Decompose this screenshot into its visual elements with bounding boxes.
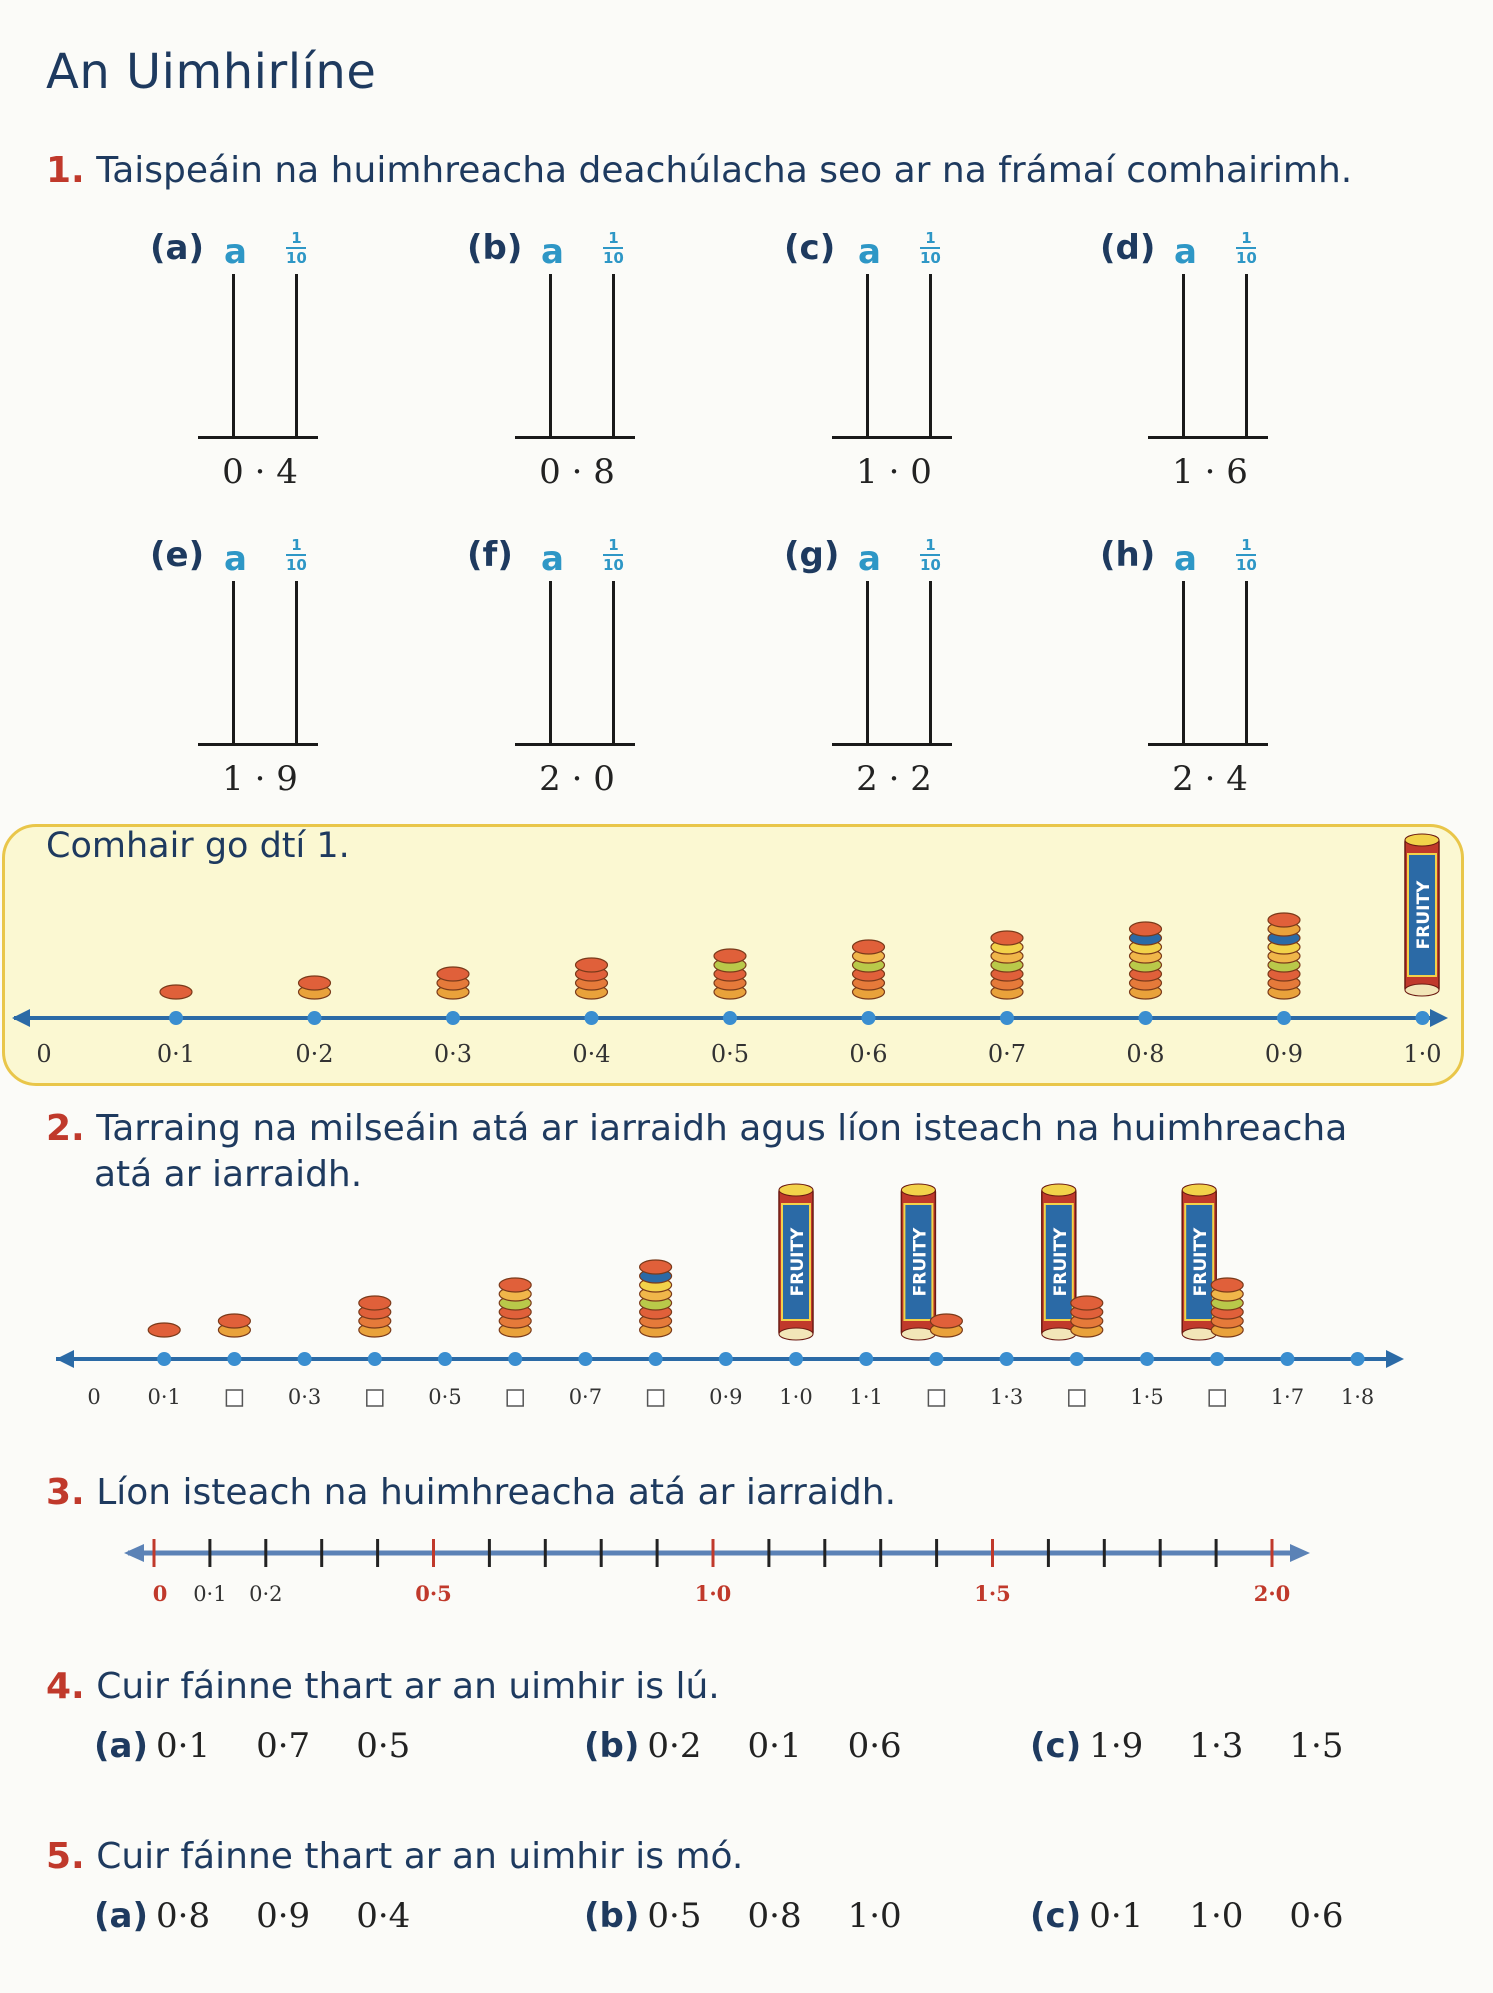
fruity-tube-cap [1042, 1184, 1076, 1196]
fruity-tube-text: FRUITY [1191, 1227, 1212, 1297]
option-number[interactable]: 0·1 [747, 1726, 802, 1766]
fruity-tube-text: FRUITY [1414, 880, 1434, 950]
q2-answer-box [648, 1390, 664, 1406]
fruity-tube-end [1405, 984, 1439, 996]
abacus-value: 0 · 8 [539, 452, 615, 492]
units-column-label: a [858, 232, 881, 272]
question-2-number: 2. [46, 1108, 85, 1149]
q2-answer-box [928, 1390, 944, 1406]
tenths-column-label: 1 10 [603, 229, 624, 267]
q2-line-arrow-left [56, 1350, 74, 1368]
abacus-value: 1 · 9 [222, 759, 298, 799]
question-2-text-line2: atá ar iarraidh. [94, 1154, 363, 1195]
tenths-column-label: 1 10 [1236, 229, 1257, 267]
q2-line-point [157, 1352, 171, 1366]
sweet-stack [714, 949, 746, 963]
question-3-text: Líon isteach na huimhreacha atá ar iarraidh. [96, 1472, 897, 1513]
q2-line-point [438, 1352, 452, 1366]
q2-line-point [789, 1352, 803, 1366]
units-column-label: a [1174, 232, 1197, 272]
option-number[interactable]: 0·2 [647, 1726, 702, 1766]
q2-line-tick-label: 0 [87, 1385, 101, 1409]
count-line-point [1139, 1011, 1153, 1025]
q3-tick-label: 1·0 [694, 1581, 732, 1606]
q2-line-point [649, 1352, 663, 1366]
abacus-frame-label: (d) [1100, 228, 1156, 268]
q3-line-arrow-left [124, 1544, 144, 1562]
q2-line-point [1210, 1352, 1224, 1366]
question-1-number: 1. [46, 150, 85, 191]
q2-line-tick-label: 1·8 [1340, 1385, 1375, 1409]
count-line-tick-label: 0·1 [156, 1040, 196, 1068]
count-line-tick-label: 0·4 [572, 1040, 611, 1068]
tenths-column-label: 1 10 [603, 536, 624, 574]
q2-line-point [719, 1352, 733, 1366]
abacus-frame-label: (g) [784, 535, 840, 575]
fruity-tube-text: FRUITY [910, 1227, 931, 1297]
option-number[interactable]: 0·4 [356, 1896, 411, 1936]
option-number[interactable]: 1·0 [1189, 1896, 1244, 1936]
q2-line-tick-label: 1·0 [779, 1385, 813, 1409]
option-number[interactable]: 0·6 [1289, 1896, 1344, 1936]
q3-tick-label: 2·0 [1253, 1581, 1291, 1606]
q2-line-point [859, 1352, 873, 1366]
option-number[interactable]: 0·5 [356, 1726, 411, 1766]
option-number[interactable]: 0·7 [256, 1726, 311, 1766]
sweet-stack [1268, 913, 1300, 927]
count-line-point [169, 1011, 183, 1025]
sweet-stack [576, 958, 608, 972]
count-line-tick-label: 0·3 [433, 1040, 473, 1068]
sweet-stack [160, 985, 192, 999]
q2-sweet-stack [1071, 1296, 1103, 1310]
option-number[interactable]: 1·5 [1289, 1726, 1344, 1766]
option-number[interactable]: 0·8 [156, 1896, 211, 1936]
count-line-point [446, 1011, 460, 1025]
sweet-stack [299, 976, 331, 990]
option-number[interactable]: 0·1 [156, 1726, 211, 1766]
question-4-number: 4. [46, 1666, 85, 1707]
units-column-label: a [224, 232, 247, 272]
q2-line-tick-label: 0·1 [147, 1385, 181, 1409]
option-group-label: (b) [584, 1896, 640, 1936]
count-line-tick-label: 0·5 [710, 1040, 750, 1068]
abacus-value: 2 · 2 [856, 759, 932, 799]
fruity-tube-cap [1405, 834, 1439, 846]
count-line-point [723, 1011, 737, 1025]
fruity-tube-text: FRUITY [1050, 1227, 1071, 1297]
fruity-tube-text: FRUITY [788, 1227, 808, 1297]
q3-tick-label: 0 [152, 1581, 168, 1606]
abacus-frame-label: (h) [1100, 535, 1156, 575]
sweet-stack [437, 967, 469, 981]
q2-answer-box [226, 1390, 242, 1406]
q2-line-point [1000, 1352, 1014, 1366]
tenths-column-label: 1 10 [1236, 536, 1257, 574]
count-line-point [308, 1011, 322, 1025]
sweet-stack [991, 931, 1023, 945]
tenths-column-label: 1 10 [920, 229, 941, 267]
q2-sweet-stack [640, 1260, 672, 1274]
fruity-tube-end [779, 1328, 813, 1340]
option-group-label: (c) [1030, 1896, 1082, 1936]
q2-line-point [1140, 1352, 1154, 1366]
q2-line-point [1351, 1352, 1365, 1366]
units-column-label: a [541, 539, 564, 579]
option-number[interactable]: 1·3 [1189, 1726, 1244, 1766]
count-line-tick-label: 0·2 [295, 1040, 334, 1068]
count-line-arrow-left [12, 1009, 30, 1027]
units-column-label: a [541, 232, 564, 272]
q2-line-tick-label: 0·3 [287, 1385, 322, 1409]
abacus-frame-label: (b) [467, 228, 523, 268]
option-number[interactable]: 0·9 [256, 1896, 311, 1936]
question-3-number: 3. [46, 1472, 85, 1513]
page-title: An Uimhirlíne [46, 44, 377, 100]
q2-line-point [508, 1352, 522, 1366]
fruity-tube-cap [1182, 1184, 1216, 1196]
abacus-frame-label: (c) [784, 228, 836, 268]
q2-line-tick-label: 1·7 [1270, 1385, 1305, 1409]
count-line-tick-label: 1·0 [1403, 1040, 1442, 1068]
q3-line-arrow-right [1290, 1544, 1310, 1562]
count-line-tick-label: 0·6 [849, 1040, 888, 1068]
q2-line-point [368, 1352, 382, 1366]
abacus-value: 1 · 6 [1172, 452, 1248, 492]
count-line-tick-label: 0·7 [987, 1040, 1027, 1068]
tenths-column-label: 1 10 [286, 229, 307, 267]
count-to-one-title: Comhair go dtí 1. [46, 826, 350, 866]
q2-line-point [1070, 1352, 1084, 1366]
option-group-label: (a) [94, 1726, 149, 1766]
count-line-tick-label: 0·8 [1126, 1040, 1165, 1068]
q2-sweet-stack [218, 1314, 250, 1328]
question-5-text: Cuir fáinne thart ar an uimhir is mó. [96, 1836, 744, 1877]
question-2-text-line1: Tarraing na milseáin atá ar iarraidh agus líon isteach na huimhreacha [96, 1108, 1348, 1149]
q2-line-tick-label: 0·9 [709, 1385, 743, 1409]
q2-line-point [298, 1352, 312, 1366]
q2-line-arrow-right [1386, 1350, 1404, 1368]
option-group-label: (c) [1030, 1726, 1082, 1766]
q2-line-tick-label: 0·5 [428, 1385, 462, 1409]
q2-sweet-stack [359, 1296, 391, 1310]
count-line-tick-label: 0 [36, 1040, 52, 1068]
question-5-number: 5. [46, 1836, 85, 1877]
fruity-tube-cap [901, 1184, 935, 1196]
option-number[interactable]: 1·9 [1089, 1726, 1144, 1766]
count-line-tick-label: 0·9 [1264, 1040, 1304, 1068]
q3-tick-label: 0·2 [249, 1582, 283, 1606]
count-line-point [585, 1011, 599, 1025]
abacus-frame-label: (f) [467, 535, 513, 575]
count-line-point [862, 1011, 876, 1025]
tenths-column-label: 1 10 [286, 536, 307, 574]
q2-line-tick-label: 1·3 [989, 1385, 1024, 1409]
q2-sweet-stack [499, 1278, 531, 1292]
option-number[interactable]: 0·5 [647, 1896, 702, 1936]
option-number[interactable]: 0·8 [747, 1896, 802, 1936]
q2-line-point [227, 1352, 241, 1366]
abacus-value: 2 · 0 [539, 759, 615, 799]
option-group-label: (a) [94, 1896, 149, 1936]
question-4-text: Cuir fáinne thart ar an uimhir is lú. [96, 1666, 720, 1707]
count-line-point [1416, 1011, 1430, 1025]
option-number[interactable]: 0·1 [1089, 1896, 1144, 1936]
abacus-value: 0 · 4 [222, 452, 298, 492]
option-number[interactable]: 1·0 [847, 1896, 902, 1936]
q2-line-point [578, 1352, 592, 1366]
q2-line-tick-label: 1·1 [849, 1385, 883, 1409]
q2-line-tick-label: 0·7 [568, 1385, 603, 1409]
q2-answer-box [367, 1390, 383, 1406]
abacus-value: 1 · 0 [856, 452, 932, 492]
sweet-stack [1130, 922, 1162, 936]
count-line-arrow-right [1430, 1009, 1448, 1027]
q3-tick-label: 1·5 [974, 1581, 1011, 1606]
q3-tick-label: 0·5 [415, 1581, 452, 1606]
q2-answer-box [1069, 1390, 1085, 1406]
units-column-label: a [858, 539, 881, 579]
count-line-point [1277, 1011, 1291, 1025]
units-column-label: a [224, 539, 247, 579]
q2-sweet-stack [1211, 1278, 1243, 1292]
abacus-value: 2 · 4 [1172, 759, 1248, 799]
units-column-label: a [1174, 539, 1197, 579]
q2-sweet-stack [930, 1314, 962, 1328]
question-1-text: Taispeáin na huimhreacha deachúlacha seo ar na frámaí comhairimh. [96, 150, 1353, 191]
option-group-label: (b) [584, 1726, 640, 1766]
q2-answer-box [507, 1390, 523, 1406]
abacus-frame-label: (a) [150, 228, 205, 268]
q2-line-point [1280, 1352, 1294, 1366]
tenths-column-label: 1 10 [920, 536, 941, 574]
q2-sweet-stack [148, 1323, 180, 1337]
q2-answer-box [1209, 1390, 1225, 1406]
abacus-frame-label: (e) [150, 535, 205, 575]
q2-line-tick-label: 1·5 [1130, 1385, 1164, 1409]
q2-line-point [929, 1352, 943, 1366]
q3-tick-label: 0·1 [193, 1582, 227, 1606]
sweet-stack [853, 940, 885, 954]
fruity-tube-cap [779, 1184, 813, 1196]
option-number[interactable]: 0·6 [847, 1726, 902, 1766]
count-line-point [1000, 1011, 1014, 1025]
